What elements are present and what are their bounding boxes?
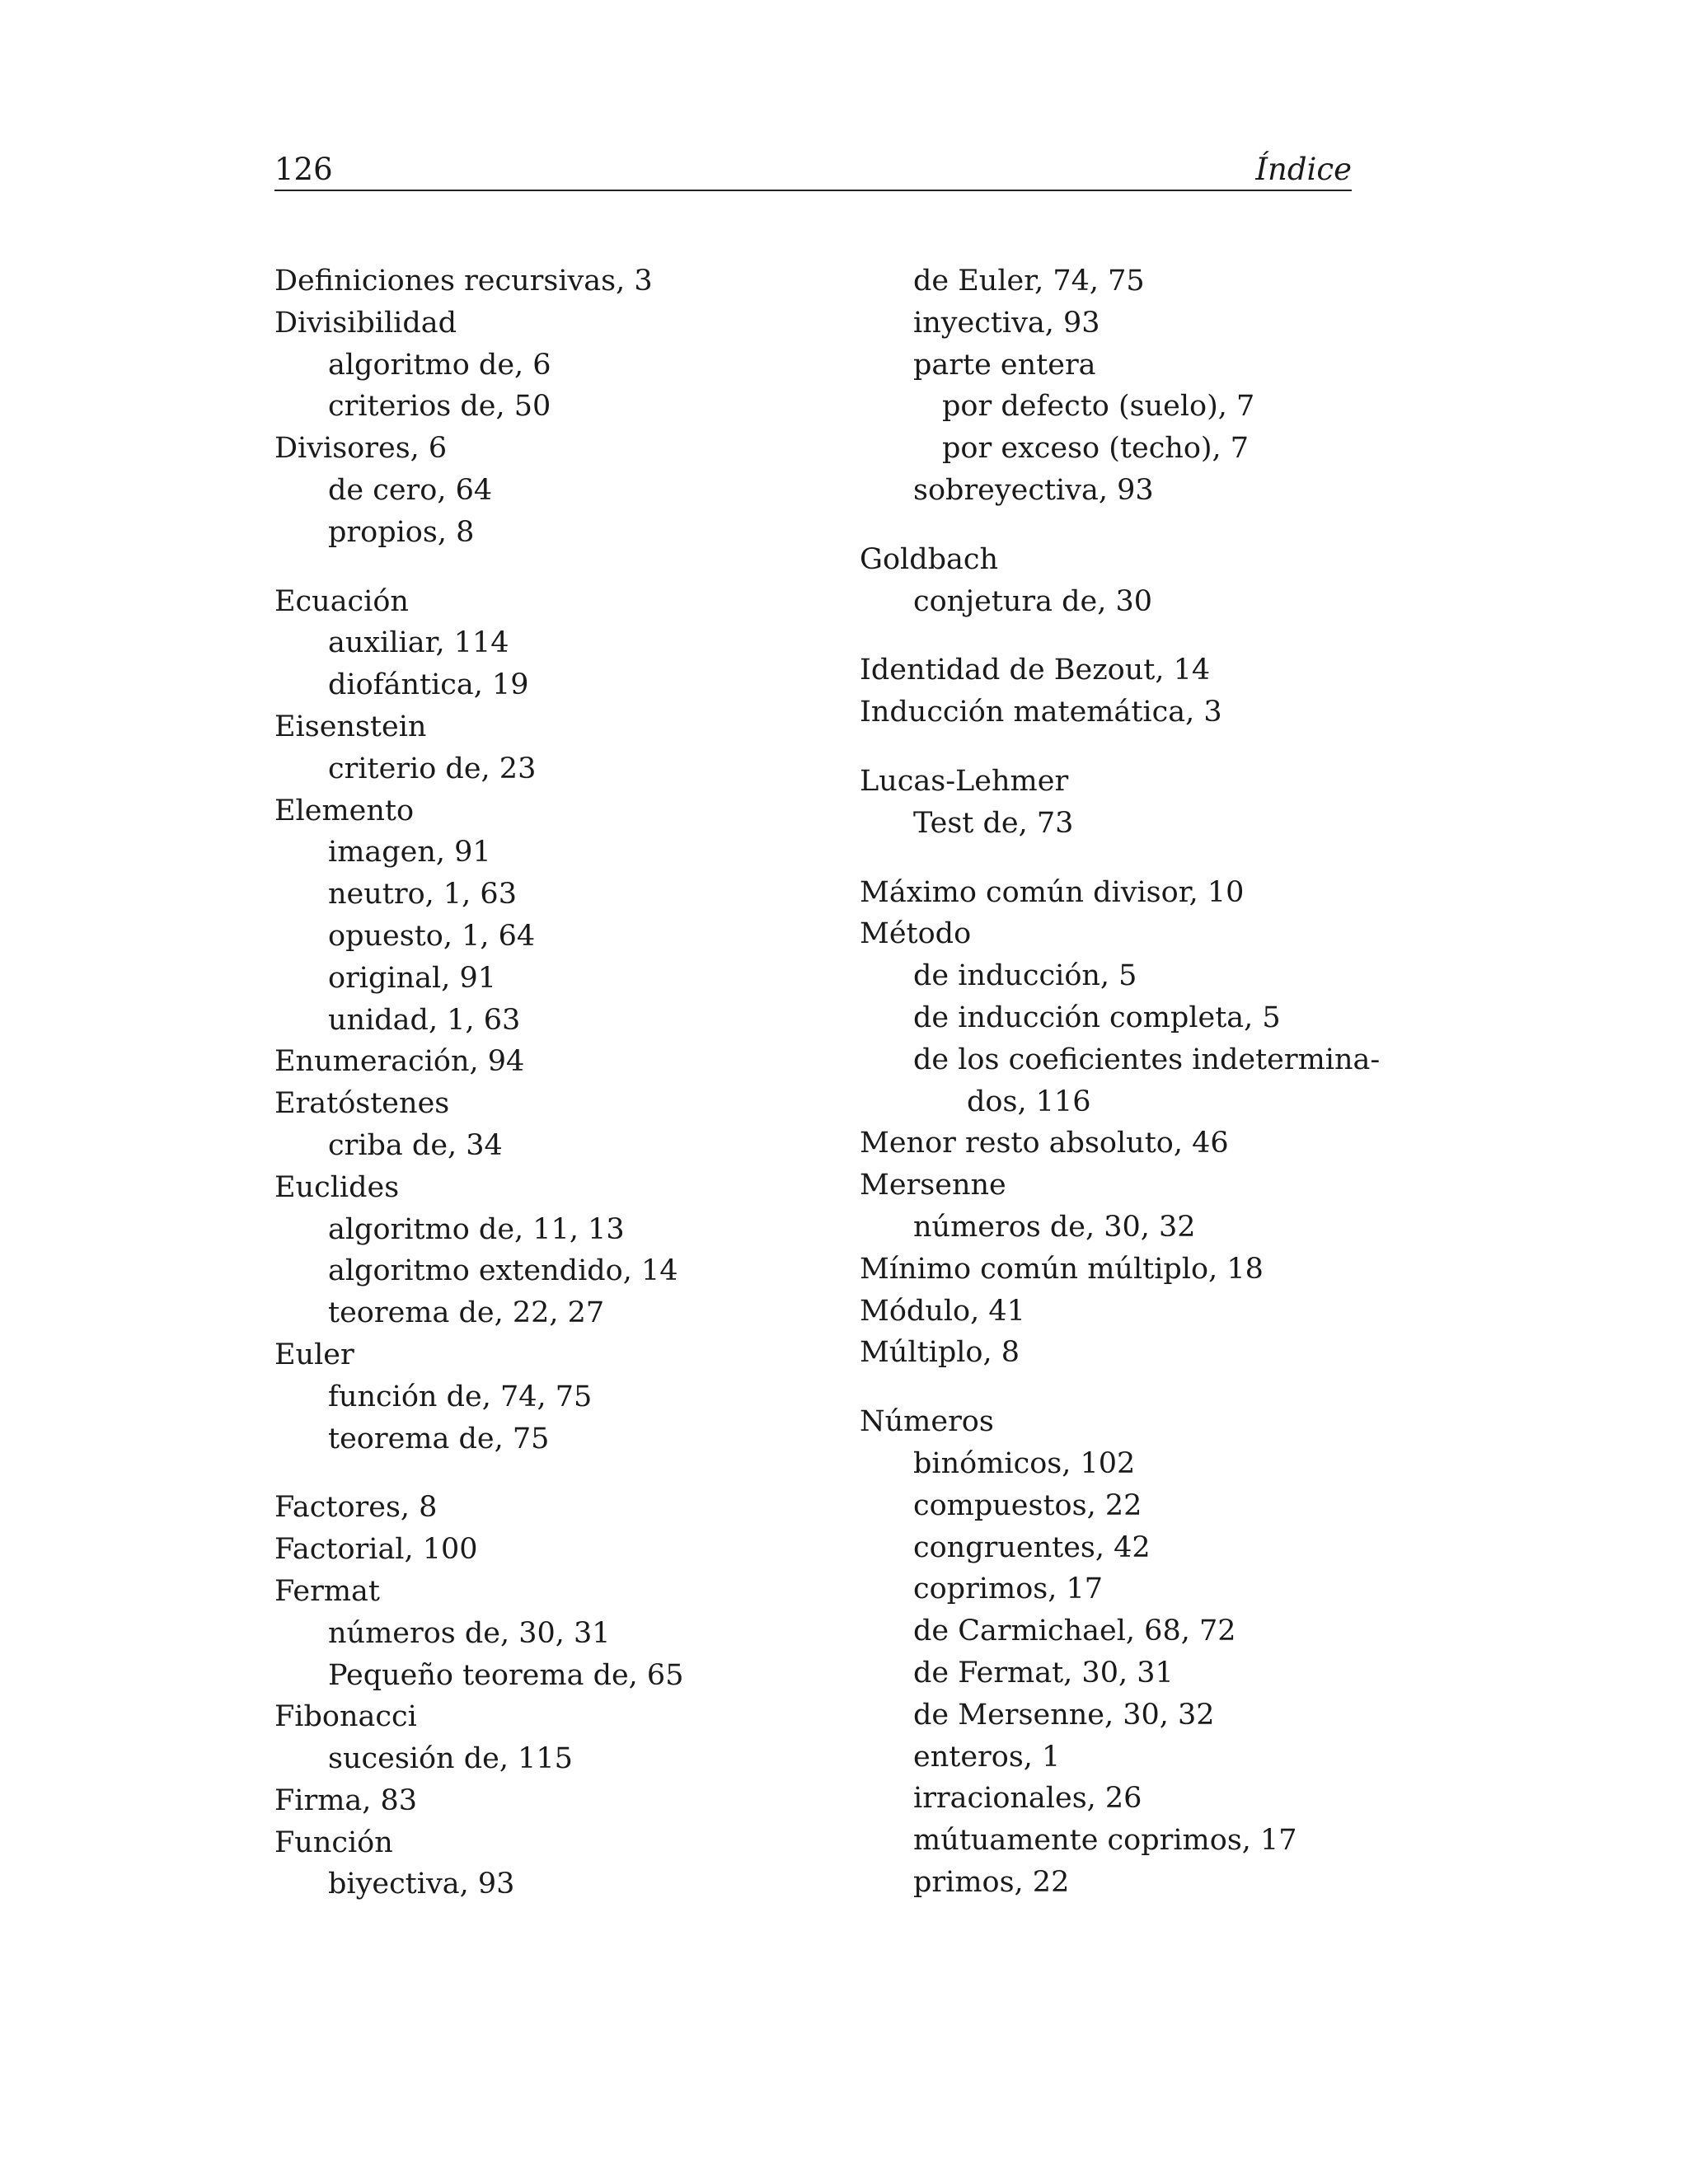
index-subentry: de Fermat, 30, 31: [913, 1656, 1174, 1690]
index-entry: Eisenstein: [274, 710, 427, 743]
index-entry: Inducción matemática, 3: [860, 696, 1222, 729]
index-subentry: de Euler, 74, 75: [913, 265, 1145, 298]
running-title: Índice: [1255, 152, 1352, 187]
index-subentry: de inducción completa, 5: [913, 1001, 1281, 1034]
index-column-left: [274, 260, 785, 1905]
index-entry: Goldbach: [860, 542, 999, 576]
index-subentry: congruentes, 42: [913, 1530, 1151, 1564]
index-subentry: algoritmo de, 6: [328, 348, 551, 382]
index-subentry: de Carmichael, 68, 72: [913, 1615, 1236, 1648]
index-entry: Mersenne: [860, 1169, 1006, 1202]
index-subentry: función de, 74, 75: [328, 1380, 593, 1413]
index-subentry: auxiliar, 114: [328, 626, 509, 660]
index-subentry: por exceso (techo), 7: [942, 432, 1250, 466]
index-subentry: Pequeño teorema de, 65: [328, 1658, 684, 1692]
index-entry: Firma, 83: [274, 1783, 418, 1817]
page-header: [274, 153, 1352, 191]
index-subentry: de Mersenne, 30, 32: [913, 1698, 1215, 1732]
index-subentry: imagen, 91: [328, 836, 491, 869]
index-entry: Factorial, 100: [274, 1533, 478, 1567]
index-entry: Eratóstenes: [274, 1087, 450, 1121]
index-entry: Mínimo común múltiplo, 18: [860, 1252, 1264, 1286]
index-entry: Función: [274, 1825, 393, 1859]
index-entry: Definiciones recursivas, 3: [274, 265, 653, 298]
index-subentry: coprimos, 17: [913, 1572, 1104, 1606]
index-subentry: números de, 30, 31: [328, 1616, 611, 1650]
index-subentry: teorema de, 75: [328, 1422, 550, 1455]
index-entry: Múltiplo, 8: [860, 1336, 1020, 1370]
index-entry: Enumeración, 94: [274, 1045, 525, 1079]
index-entry: Menor resto absoluto, 46: [860, 1127, 1229, 1160]
index-subentry: algoritmo de, 11, 13: [328, 1212, 625, 1246]
index-entry: Euclides: [274, 1170, 400, 1204]
index-subentry: sobreyectiva, 93: [913, 473, 1154, 507]
index-subentry: por defecto (suelo), 7: [942, 390, 1255, 424]
index-entry: Identidad de Bezout, 14: [860, 654, 1211, 687]
index-entry: Máximo común divisor, 10: [860, 875, 1245, 909]
index-subentry: original, 91: [328, 961, 496, 995]
index-entry: Fermat: [274, 1574, 380, 1608]
index-subentry: criba de, 34: [328, 1128, 503, 1162]
index-subentry: irracionales, 26: [913, 1782, 1142, 1816]
index-entry: Fibonacci: [274, 1700, 417, 1734]
index-entry: Módulo, 41: [860, 1294, 1025, 1328]
index-entry: Divisibilidad: [274, 306, 457, 340]
index-subentry: primos, 22: [913, 1865, 1070, 1899]
index-entry: Números: [860, 1405, 994, 1439]
index-subentry: mútuamente coprimos, 17: [913, 1824, 1297, 1858]
index-subentry: teorema de, 22, 27: [328, 1296, 605, 1330]
index-subentry: compuestos, 22: [913, 1488, 1142, 1522]
index-subentry: inyectiva, 93: [913, 306, 1100, 340]
index-entry: Elemento: [274, 794, 415, 827]
index-subentry: criterios de, 50: [328, 390, 551, 424]
index-entry: Método: [860, 917, 972, 951]
index-entry: Ecuación: [274, 584, 409, 618]
index-entry: Euler: [274, 1338, 354, 1371]
index-subentry: algoritmo extendido, 14: [328, 1254, 678, 1288]
index-subentry: biyectiva, 93: [328, 1868, 515, 1901]
index-subentry: dos, 116: [967, 1085, 1091, 1118]
index-subentry: sucesión de, 115: [328, 1742, 573, 1776]
index-subentry: conjetura de, 30: [913, 584, 1153, 618]
index-entry: Divisores, 6: [274, 432, 448, 466]
index-subentry: binómicos, 102: [913, 1446, 1136, 1480]
index-subentry: de inducción, 5: [913, 959, 1137, 993]
index-subentry: números de, 30, 32: [913, 1210, 1196, 1244]
index-column-right: [860, 260, 1381, 1904]
index-subentry: opuesto, 1, 64: [328, 919, 536, 953]
page-number: 126: [274, 152, 333, 187]
index-subentry: diofántica, 19: [328, 668, 529, 702]
index-subentry: de cero, 64: [328, 473, 493, 507]
index-subentry: criterio de, 23: [328, 752, 537, 785]
index-subentry: de los coeficientes indetermina-: [913, 1043, 1381, 1076]
index-entry: Lucas-Lehmer: [860, 764, 1069, 798]
index-subentry: unidad, 1, 63: [328, 1003, 521, 1037]
index-subentry: enteros, 1: [913, 1740, 1061, 1774]
index-subentry: propios, 8: [328, 515, 475, 549]
index-subentry: neutro, 1, 63: [328, 878, 517, 912]
index-subentry: parte entera: [913, 348, 1096, 382]
index-subentry: Test de, 73: [913, 806, 1074, 840]
index-entry: Factores, 8: [274, 1491, 438, 1525]
